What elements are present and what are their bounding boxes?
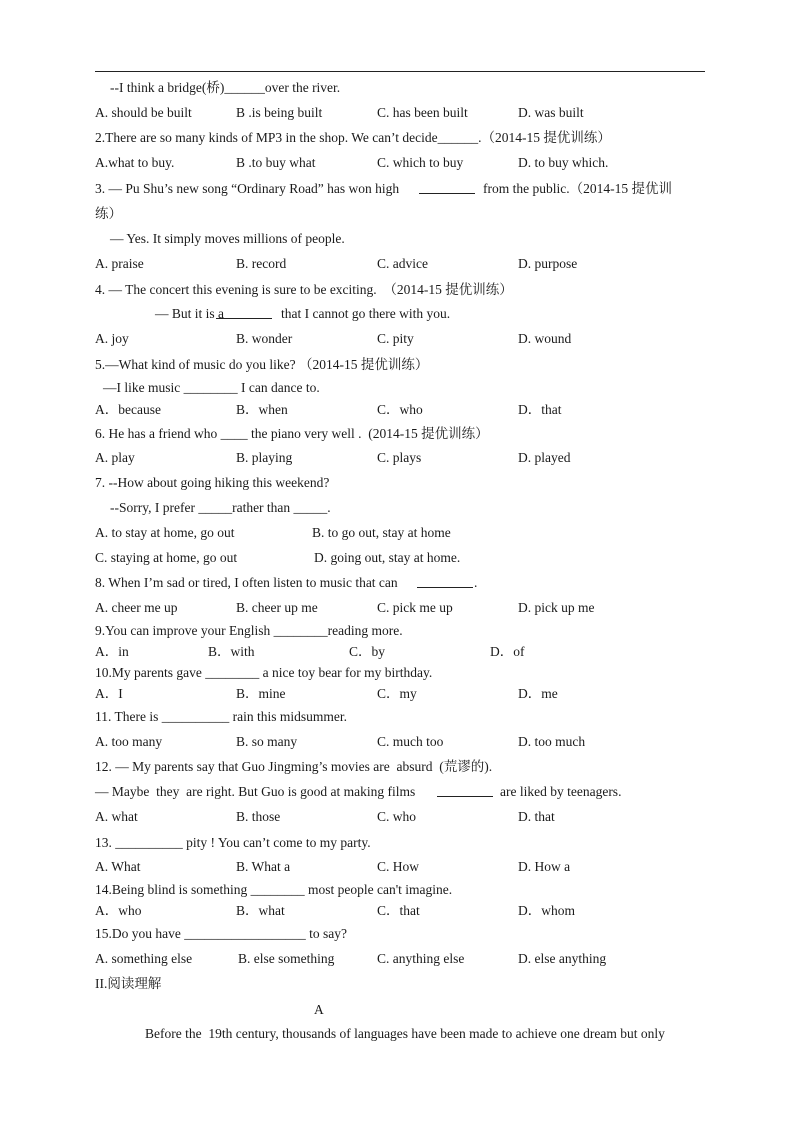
q4-option-d: D. wound xyxy=(518,331,572,346)
q14-option-b: B．what xyxy=(236,903,285,918)
q1-option-b: B .is being built xyxy=(236,105,323,120)
q7-question: 7. --How about going hiking this weekend? xyxy=(95,475,330,490)
q4-question: 4. — The concert this evening is sure to be exciting. （2014-15 提优训练） xyxy=(95,282,513,297)
q11-option-a: A. too many xyxy=(95,734,163,749)
q3-question-wrap: 练） xyxy=(95,206,122,221)
q11-option-b: B. so many xyxy=(236,734,298,749)
q3-reply: — Yes. It simply moves millions of people. xyxy=(110,231,345,246)
q8-blank xyxy=(417,575,473,588)
q13-option-b: B. What a xyxy=(236,859,291,874)
q14-option-c: C．that xyxy=(377,903,420,918)
q9-option-c: C．by xyxy=(349,644,386,659)
q15-option-a: A. something else xyxy=(95,951,193,966)
q13-option-d: D. How a xyxy=(518,859,571,874)
q15-option-b: B. else something xyxy=(238,951,335,966)
passage-label: A xyxy=(314,1002,324,1017)
q3-blank xyxy=(419,181,475,194)
q8-question: 8. When I’m sad or tired, I often listen to music that can xyxy=(95,575,398,590)
q12-option-d: D. that xyxy=(518,809,555,824)
q3-question: 3. — Pu Shu’s new song “Ordinary Road” has won high xyxy=(95,181,400,196)
q4-option-c: C. pity xyxy=(377,331,414,346)
q7-option-a: A. to stay at home, go out xyxy=(95,525,235,540)
q10-question: 10.My parents gave ________ a nice toy bear for my birthday. xyxy=(95,665,433,680)
q9-option-d: D．of xyxy=(490,644,525,659)
q12-option-b: B. those xyxy=(236,809,281,824)
q2-option-d: D. to buy which. xyxy=(518,155,609,170)
q5-option-c: C．who xyxy=(377,402,423,417)
q2-option-a: A.what to buy. xyxy=(95,155,175,170)
q3-option-d: D. purpose xyxy=(518,256,578,271)
q1-option-a: A. should be built xyxy=(95,105,192,120)
q8-option-b: B. cheer up me xyxy=(236,600,318,615)
q8-option-a: A. cheer me up xyxy=(95,600,178,615)
q6-option-b: B. playing xyxy=(236,450,293,465)
q8-option-d: D. pick up me xyxy=(518,600,595,615)
q15-question: 15.Do you have __________________ to say? xyxy=(95,926,347,941)
q2-question: 2.There are so many kinds of MP3 in the shop. We can’t decide______.（2014-15 提优训练） xyxy=(95,130,611,145)
q5-option-d: D．that xyxy=(518,402,562,417)
q12-question: 12. — My parents say that Guo Jingming’s movies are absurd (荒谬的). xyxy=(95,759,493,774)
q11-option-c: C. much too xyxy=(377,734,444,749)
q15-option-d: D. else anything xyxy=(518,951,607,966)
q4-reply: — But it is a xyxy=(155,306,225,321)
q6-option-d: D. played xyxy=(518,450,571,465)
q14-question: 14.Being blind is something ________ most people can't imagine. xyxy=(95,882,453,897)
section-heading: II.阅读理解 xyxy=(95,976,162,991)
q5-question: 5.—What kind of music do you like? （2014-15 提优训练） xyxy=(95,357,429,372)
q12-option-c: C. who xyxy=(377,809,417,824)
q5-reply: —I like music ________ I can dance to. xyxy=(103,380,320,395)
q9-question: 9.You can improve your English ________reading more. xyxy=(95,623,403,638)
q13-question: 13. __________ pity ! You can’t come to my party. xyxy=(95,835,371,850)
q10-option-d: D．me xyxy=(518,686,558,701)
q4-reply-end: that I cannot go there with you. xyxy=(281,306,451,321)
q4-option-b: B. wonder xyxy=(236,331,293,346)
q7-option-c: C. staying at home, go out xyxy=(95,550,238,565)
q3-option-a: A. praise xyxy=(95,256,144,271)
q2-option-c: C. which to buy xyxy=(377,155,464,170)
q14-option-d: D．whom xyxy=(518,903,575,918)
q6-question: 6. He has a friend who ____ the piano very well . (2014-15 提优训练） xyxy=(95,426,489,441)
q11-question: 11. There is __________ rain this midsummer. xyxy=(95,709,347,724)
q10-option-b: B．mine xyxy=(236,686,286,701)
q6-option-c: C. plays xyxy=(377,450,422,465)
q6-option-a: A. play xyxy=(95,450,135,465)
q3-question-end: from the public.（2014-15 提优训 xyxy=(483,181,672,196)
q5-option-b: B．when xyxy=(236,402,288,417)
q14-option-a: A．who xyxy=(95,903,142,918)
q7-option-b: B. to go out, stay at home xyxy=(312,525,451,540)
q9-option-a: A．in xyxy=(95,644,129,659)
header-rule xyxy=(95,71,705,72)
q4-option-a: A. joy xyxy=(95,331,129,346)
q13-option-c: C. How xyxy=(377,859,420,874)
q5-option-a: A．because xyxy=(95,402,161,417)
q10-option-c: C．my xyxy=(377,686,417,701)
q2-option-b: B .to buy what xyxy=(236,155,316,170)
q4-blank xyxy=(216,306,272,319)
q8-option-c: C. pick me up xyxy=(377,600,453,615)
q9-option-b: B．with xyxy=(208,644,255,659)
q13-option-a: A. What xyxy=(95,859,141,874)
q12-reply: — Maybe they are right. But Guo is good at making films xyxy=(95,784,416,799)
q1-option-d: D. was built xyxy=(518,105,584,120)
q12-reply-end: are liked by teenagers. xyxy=(500,784,622,799)
q12-blank xyxy=(437,784,493,797)
q3-option-c: C. advice xyxy=(377,256,428,271)
q7-reply: --Sorry, I prefer _____rather than _____. xyxy=(110,500,331,515)
q8-question-end: . xyxy=(474,575,478,590)
q10-option-a: A．I xyxy=(95,686,123,701)
passage-first-line: Before the 19th century, thousands of languages have been made to achieve one dream but only xyxy=(145,1026,665,1041)
q7-option-d: D. going out, stay at home. xyxy=(314,550,461,565)
q3-option-b: B. record xyxy=(236,256,287,271)
q12-option-a: A. what xyxy=(95,809,138,824)
q1-line: --I think a bridge(桥)______over the river. xyxy=(110,80,341,95)
q1-option-c: C. has been built xyxy=(377,105,468,120)
q15-option-c: C. anything else xyxy=(377,951,465,966)
q11-option-d: D. too much xyxy=(518,734,586,749)
